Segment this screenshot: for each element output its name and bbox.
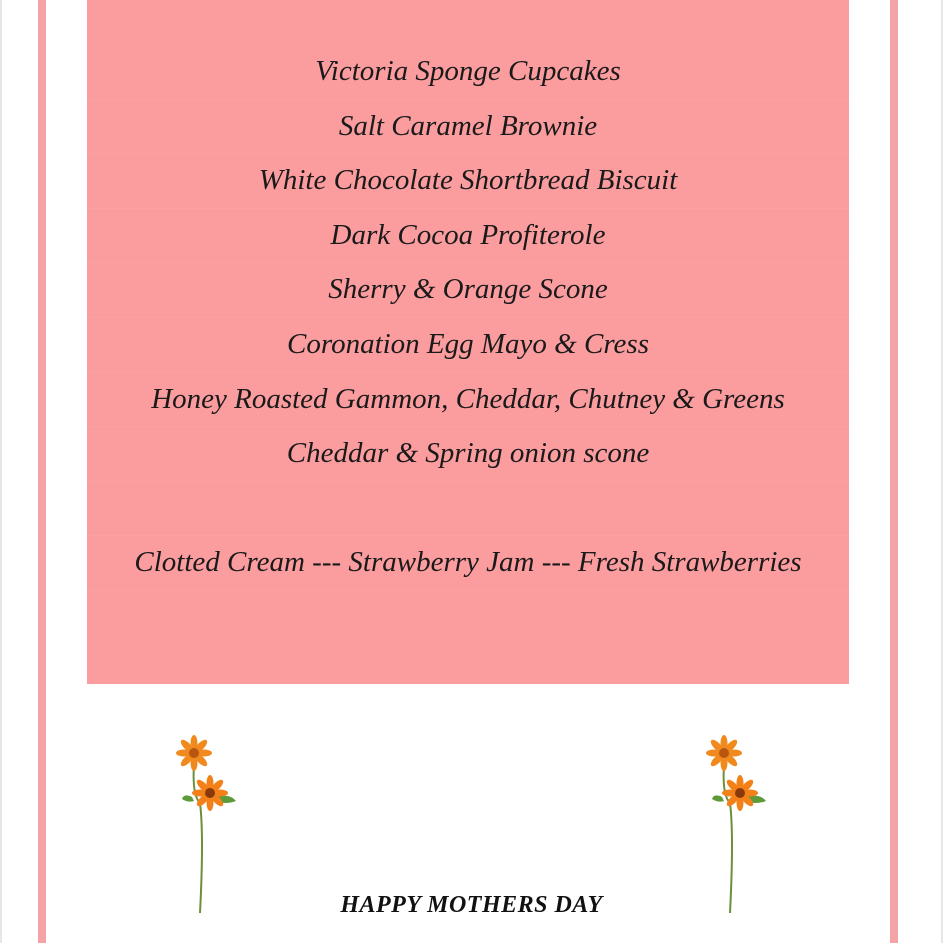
menu-item: Victoria Sponge Cupcakes [87, 45, 849, 100]
accompaniments-line: Clotted Cream --- Strawberry Jam --- Fresh Strawberries [87, 536, 849, 591]
menu-list [87, 45, 849, 591]
pink-border-right [890, 0, 898, 943]
pink-border-left [38, 0, 46, 943]
page-edge-left [0, 0, 2, 943]
menu-item: Coronation Egg Mayo & Cress [87, 318, 849, 373]
orange-daisy-icon [170, 735, 250, 915]
menu-item: White Chocolate Shortbread Biscuit [87, 154, 849, 209]
orange-daisy-icon [700, 735, 780, 915]
menu-item: Sherry & Orange Scone [87, 263, 849, 318]
menu-item: Honey Roasted Gammon, Cheddar, Chutney & Greens [87, 373, 849, 428]
menu-item: Dark Cocoa Profiterole [87, 209, 849, 264]
menu-item: Cheddar & Spring onion scone [87, 427, 849, 482]
menu-item: Salt Caramel Brownie [87, 100, 849, 155]
menu-panel [87, 0, 849, 684]
menu-spacer [87, 482, 849, 537]
greeting-heading: HAPPY MOTHERS DAY [340, 892, 603, 918]
